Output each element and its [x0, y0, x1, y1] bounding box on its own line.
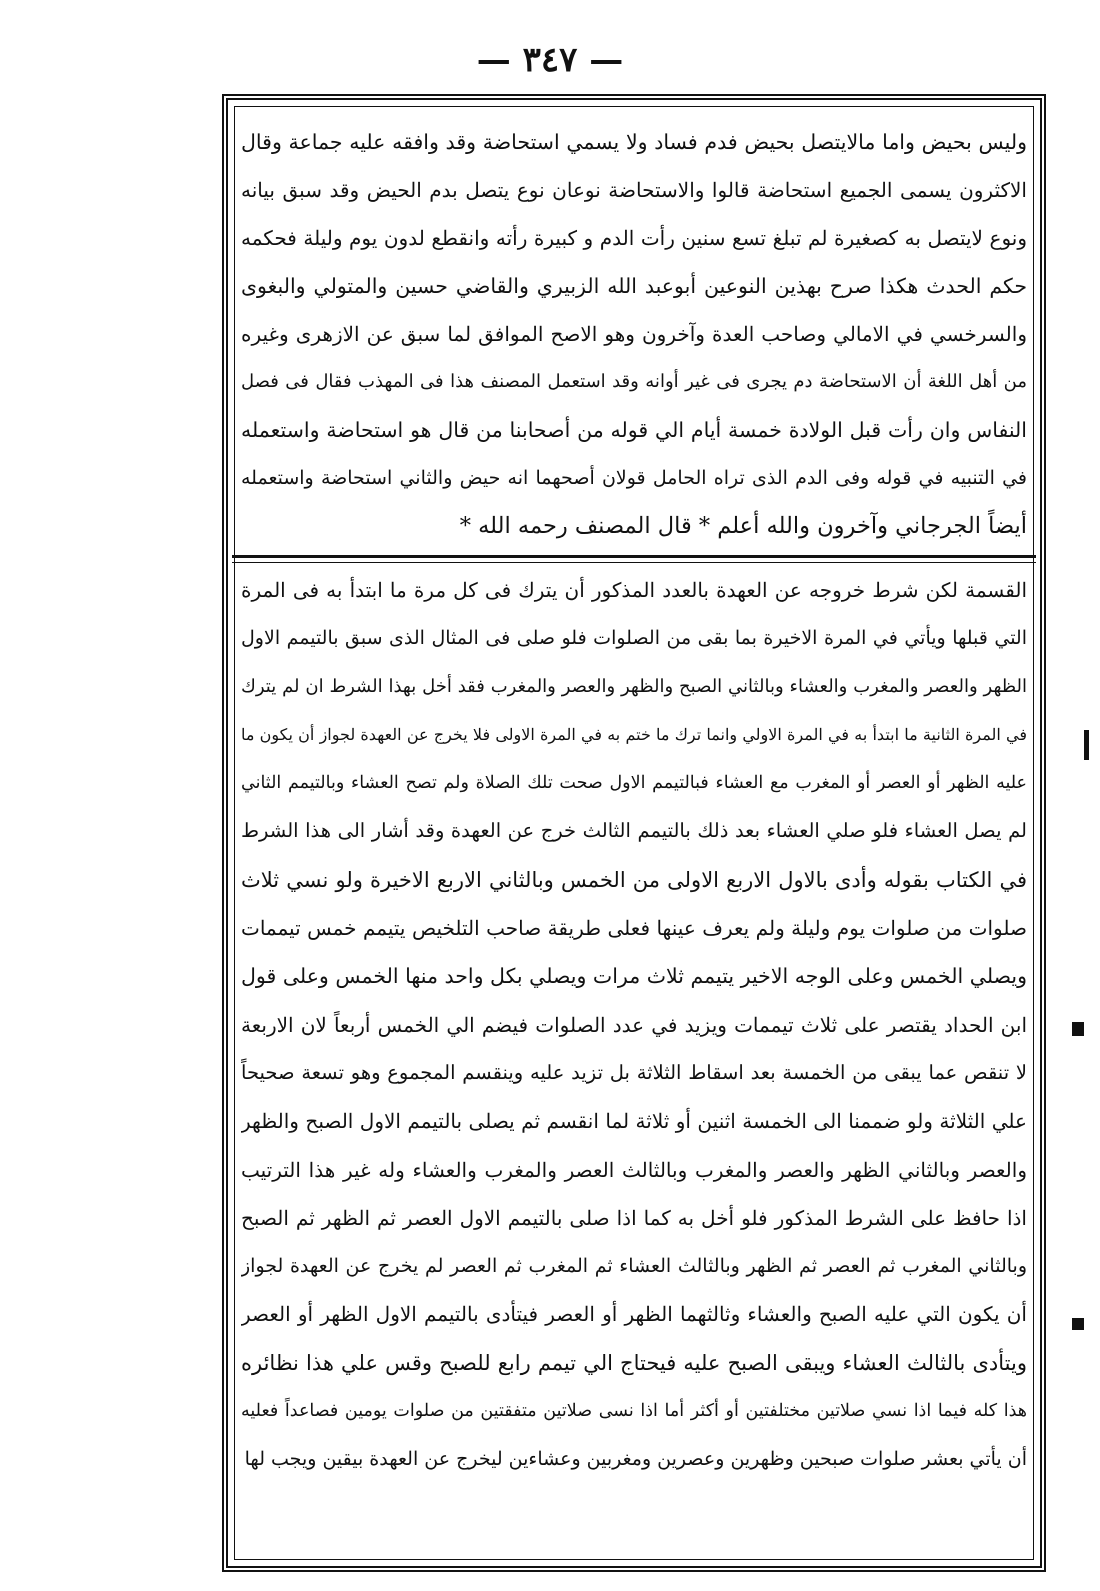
section-separator-thin	[232, 562, 1036, 563]
main-text-line: أن يكون التي عليه الصبح والعشاء وثالثهما الظهر أو العصر فيتأدى بالتيمم الاول الظهر أو العصر	[241, 1302, 1027, 1327]
commentary-line: حكم الحدث هكذا صرح بهذين النوعين أبوعبد الله الزبيري والقاضي حسين والمتولي والبغوى	[241, 274, 1027, 298]
main-text-line: ويتأدى بالثالث العشاء ويبقى الصبح عليه فيحتاج الي تيمم رابع للصبح وقس علي هذا نظائره	[241, 1350, 1027, 1375]
page-number: — ٣٤٧ —	[476, 40, 624, 80]
main-text-line: القسمة لكن شرط خروجه عن العهدة بالعدد المذكور أن يترك فى كل مرة ما ابتدأ به فى المرة	[241, 578, 1027, 602]
main-text-line: صلوات من صلوات يوم وليلة ولم يعرف عينها فعلى طريقة صاحب التلخيص يتيمم خمس تيممات	[241, 916, 1027, 941]
main-text-line: والعصر وبالثاني الظهر والعصر والمغرب وبالثالث العصر والمغرب والعشاء وله غير هذا الترتيب	[241, 1157, 1027, 1182]
commentary-line: الاكثرون يسمى الجميع استحاضة قالوا والاستحاضة نوعان نوع يتصل بدم الحيض وقد سبق بيانه	[241, 178, 1027, 202]
main-text-line: ويصلي الخمس وعلى الوجه الاخير يتيمم ثلاث مرات ويصلي بكل واحد منها الخمس وعلى قول	[241, 964, 1027, 989]
main-text-line: عليه الظهر أو العصر أو المغرب مع العشاء فبالتيمم الاول صحت تلك الصلاة ولم تصح العشاء وبالتيمم الثاني	[241, 773, 1027, 794]
margin-mark	[1072, 1022, 1084, 1036]
main-text-line: ابن الحداد يقتصر على ثلاث تيممات ويزيد في عدد الصلوات فيضم الي الخمس أربعاً لان الاربعة	[241, 1012, 1027, 1037]
commentary-line: من أهل اللغة أن الاستحاضة دم يجرى فى غير أوانه وقد استعمل المصنف هذا فى المهذب فقال فى فصل	[241, 371, 1027, 392]
main-text-line: وبالثاني المغرب ثم العصر ثم الظهر وبالثالث العشاء ثم المغرب ثم العصر لم يخرج عن العهدة لجواز	[241, 1255, 1027, 1278]
main-text-line: الظهر والعصر والمغرب والعشاء وبالثاني الصبح والظهر والعصر والمغرب فقد أخل بهذا الشرط ان لم يترك	[241, 675, 1027, 697]
main-text-line: في المرة الثانية ما ابتدأ به في المرة الاولي وانما ترك ما ختم به في المرة الاولى فلا يخرج عن العهدة لجواز أن يكون ما	[241, 724, 1027, 744]
main-text-line: أن يأتي بعشر صلوات صبحين وظهرين وعصرين ومغربين وعشاءين ليخرج عن العهدة بيقين ويجب لها	[244, 1448, 1027, 1471]
main-text-line: علي الثلاثة ولو ضممنا الى الخمسة اثنين أو ثلاثة لما انقسم ثم يصلى بالتيمم الاول الصبح والظهر	[241, 1109, 1027, 1134]
main-text-line: في الكتاب بقوله وأدى بالاول الاربع الاولى من الخمس وبالثاني الاربع الاخيرة ولو نسي ثلاث	[241, 867, 1027, 892]
margin-mark	[1084, 730, 1089, 760]
commentary-line: أيضاً الجرجاني وآخرون والله أعلم * قال المصنف رحمه الله *	[459, 513, 1027, 539]
commentary-block	[241, 118, 1027, 550]
commentary-line: ونوع لايتصل به كصغيرة لم تبلغ تسع سنين رأت الدم و كبيرة رأته وانقطع لدون يوم وليلة فحكمه	[241, 226, 1027, 250]
main-text-line: لا تنقص عما يبقى من الخمسة بعد اسقاط الثلاثة بل تزيد عليه وينقسم المجموع وهو تسعة صحيحاً	[241, 1060, 1027, 1084]
commentary-line: في التنبيه في قوله وفى الدم الذى تراه الحامل قولان أصحهما انه حيض والثاني استحاضة واستعمله	[241, 467, 1027, 489]
section-separator	[232, 555, 1036, 558]
main-text-block	[241, 566, 1027, 1561]
main-text-line: التي قبلها ويأتي في المرة الاخيرة بما بقى من الصلوات فلو صلى فى المثال الذى سبق بالتيمم الاول	[241, 627, 1027, 650]
main-text-line: لم يصل العشاء فلو صلي العشاء بعد ذلك بالتيمم الثالث خرج عن العهدة وقد أشار الى هذا الشرط	[241, 819, 1027, 843]
commentary-line: وليس بحيض واما مالايتصل بحيض فدم فساد ولا يسمي استحاضة وقد وافقه عليه جماعة وقال	[241, 130, 1027, 154]
commentary-line: والسرخسي في الامالي وصاحب العدة وآخرون وهو الاصح الموافق لما سبق عن الازهرى وغيره	[241, 322, 1027, 346]
commentary-line: النفاس وان رأت قبل الولادة خمسة أيام الي قوله من أصحابنا من قال هو استحاضة واستعمله	[241, 418, 1027, 442]
main-text-line: هذا كله فيما اذا نسي صلاتين مختلفتين أو أكثر أما اذا نسى صلاتين متفقتين من صلوات يومين فصاعداً فعليه	[241, 1401, 1027, 1422]
main-text-line: اذا حافظ على الشرط المذكور فلو أخل به كما اذا صلى بالتيمم الاول العصر ثم الظهر ثم الصبح	[241, 1205, 1027, 1230]
margin-mark	[1072, 1318, 1084, 1330]
